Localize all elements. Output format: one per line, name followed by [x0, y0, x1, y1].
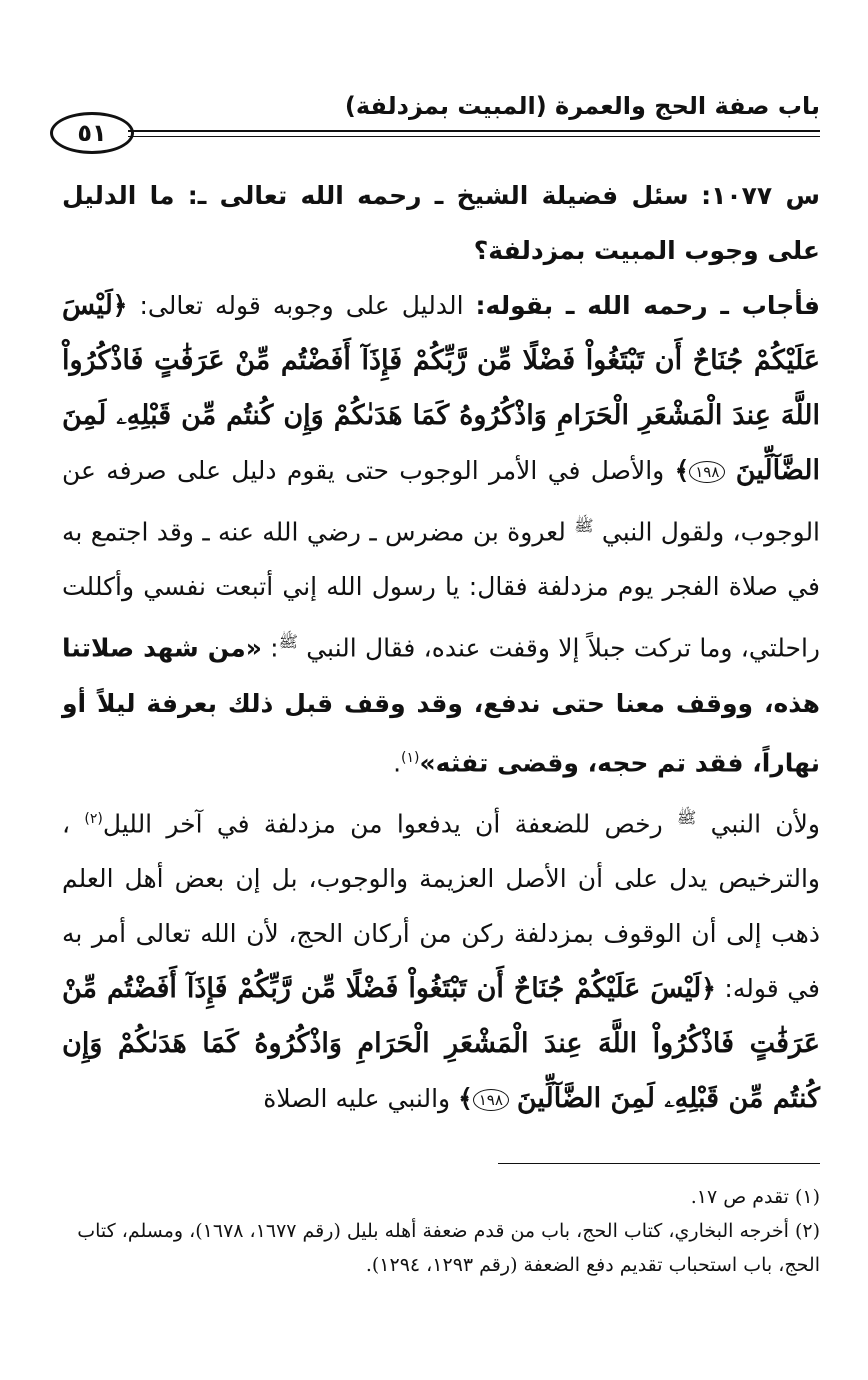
paragraph-3: والنبي عليه الصلاة [263, 1084, 451, 1114]
page-number: ٥١ [50, 112, 134, 154]
paragraph-1b: لعروة بن مضرس ـ رضي الله عنه ـ وقد اجتمع به في صلاة الفجر يوم مزدلفة فقال: يا رسول الله إني أتبعت نفسي وأكللت راحلتي، وما تركت جبلاً إلا وقفت عنده، فقال النبي [62, 517, 820, 663]
question-label: س ١٠٧٧: [701, 181, 821, 210]
ayah-number-1: ١٩٨ [689, 461, 725, 483]
running-title: باب صفة الحج والعمرة (المبيت بمزدلفة) [344, 92, 820, 120]
ayah-close-bracket: ﴾ [674, 456, 690, 485]
paragraph-2b: رخص للضعفة أن يدفعوا من مزدلفة في آخر الليل [102, 809, 663, 839]
ayah-open-bracket: ﴿ [701, 974, 716, 1004]
answer-intro-rest: الدليل على وجوبه قوله تعالى: [139, 291, 464, 320]
question-text: سئل فضيلة الشيخ ـ رحمه الله تعالى ـ: ما الدليل على وجوب المبيت بمزدلفة؟ [62, 181, 820, 265]
paragraph-2a: ولأن النبي [710, 809, 821, 839]
footnotes [62, 1180, 820, 1282]
header-rule [128, 130, 820, 132]
header-rule-thin [128, 136, 820, 137]
answer-intro: فأجاب ـ رحمه الله ـ بقوله: [475, 291, 820, 320]
honorific-symbol: ﷺ [574, 516, 594, 535]
footnote-2: (٢) أخرجه البخاري، كتاب الحج، باب من قدم ضعفة أهله بليل (رقم ١٦٧٧، ١٦٧٨)، ومسلم، كتاب الحج، باب استحباب تقديم دفع الضعفة (رقم ١٢٩٣، ١٢٩٤). [77, 1220, 820, 1276]
footnote-separator [498, 1163, 820, 1164]
ayah-open-bracket: ﴿ [112, 291, 128, 320]
paragraph-2 [62, 790, 820, 1126]
hadith-text: «من شهد صلاتنا هذه، ووقف معنا حتى ندفع، وقد وقف قبل ذلك بعرفة ليلاً أو نهاراً، فقد تم حجه، وقضى تفثه» [62, 633, 820, 777]
paragraph-1: والأصل في الأمر الوجوب حتى يقوم دليل على صرفه عن الوجوب، ولقول النبي [62, 456, 821, 547]
page-header [50, 92, 820, 152]
honorific-symbol: ﷺ [278, 632, 298, 652]
ayah-number-2: ١٩٨ [473, 1089, 509, 1111]
answer-paragraph: فأجاب ـ رحمه الله ـ بقوله: الدليل على وجوبه قوله تعالى: ﴿لَيْسَ عَلَيْكُمْ جُنَاحٌ أَن تَبْتَغُواْ فَضْلًا مِّن رَّبِّكُمْ فَإِذَآ أَفَضْتُم مِّنْ عَرَفَٰتٍ فَاذْكُرُواْ اللَّهَ عِندَ الْمَشْعَرِ الْحَرَامِ وَاذْكُرُوهُ كَمَا هَدَىٰكُمْ وَإِن كُنتُم مِّن قَبْلِهِۦ لَمِنَ الضَّآلِّينَ ١٩٨﴾ والأصل في الأمر الوجوب حتى يقوم دليل على صرفه عن الوجوب، ولقول النبي $^ﷺ$ لعروة بن مضرس ـ رضي الله عنه ـ وقد اجتمع به في صلاة الفجر يوم مزدلفة فقال: يا رسول الله إني أتبعت نفسي وأكللت راحلتي، وما تركت جبلاً إلا وقفت عنده، فقال النبي $^ﷺ$: «من شهد صلاتنا هذه، ووقف معنا حتى ندفع، وقد وقف قبل ذلك بعرفة ليلاً أو نهاراً، فقد تم حجه، وقضى تفثه»$^{(١)}$. [62, 290, 821, 777]
quran-verse-2: لَيْسَ عَلَيْكُمْ جُنَاحٌ أَن تَبْتَغُواْ فَضْلًا مِّن رَّبِّكُمْ فَإِذَآ أَفَضْتُم مِّنْ عَرَفَٰتٍ فَاذْكُرُواْ اللَّهَ عِندَ الْمَشْعَرِ الْحَرَامِ وَاذْكُرُوهُ كَمَا هَدَىٰكُمْ وَإِن كُنتُم مِّن قَبْلِهِۦ لَمِنَ الضَّآلِّينَ [62, 973, 820, 1115]
ayah-close-bracket: ﴾ [458, 1084, 473, 1114]
footnote-1: (١) تقدم ص ١٧. [690, 1186, 820, 1208]
footnote-ref-2: (٢) [84, 810, 103, 827]
question-paragraph [62, 168, 820, 278]
quran-verse-1: لَيْسَ عَلَيْكُمْ جُنَاحٌ أَن تَبْتَغُواْ فَضْلًا مِّن رَّبِّكُمْ فَإِذَآ أَفَضْتُم مِّنْ عَرَفَٰتٍ فَاذْكُرُواْ اللَّهَ عِندَ الْمَشْعَرِ الْحَرَامِ وَاذْكُرُوهُ كَمَا هَدَىٰكُمْ وَإِن كُنتُم مِّن قَبْلِهِۦ لَمِنَ الضَّآلِّينَ [62, 290, 821, 486]
main-text [62, 168, 820, 1126]
honorific-symbol: ﷺ [676, 807, 697, 827]
paragraph-2c: ، والترخيص يدل على أن الأصل العزيمة والوجوب، بل إن بعض أهل العلم ذهب إلى أن الوقوف بمزدلفة ركن من أركان الحج، لأن الله تعالى أمر به في قوله: [62, 809, 821, 1004]
footnote-ref-1: (١) [401, 749, 420, 766]
